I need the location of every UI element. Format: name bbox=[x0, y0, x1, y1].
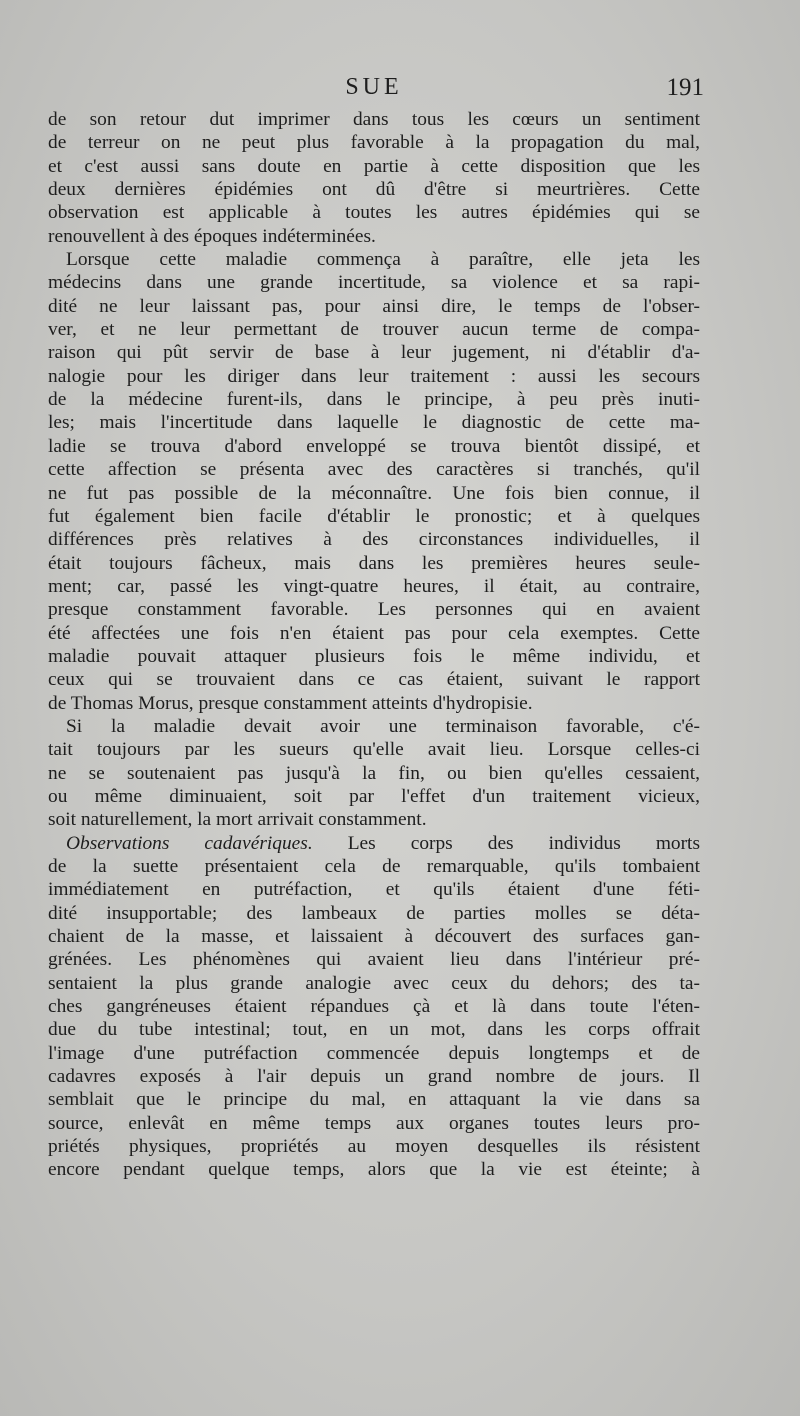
text-line: ne se soutenaient pas jusqu'à la fin, ou bien qu'elles cessaient, bbox=[48, 762, 700, 784]
text-line: fut également bien facile d'établir le pronostic; et à quelques bbox=[48, 505, 700, 527]
text-line: ver, et ne leur permettant de trouver aucun terme de compa- bbox=[48, 319, 700, 341]
text-line: ceux qui se trouvaient dans ce cas étaient, suivant le rapport bbox=[48, 669, 700, 691]
text-line: été affectées une fois n'en étaient pas pour cela exemptes. Cette bbox=[48, 622, 700, 644]
section-heading-line bbox=[48, 832, 700, 855]
text-line: ne fut pas possible de la méconnaître. Une fois bien connue, il bbox=[48, 482, 700, 504]
text-line: priétés physiques, propriétés au moyen desquelles ils résistent bbox=[48, 1136, 700, 1158]
text-line: les; mais l'incertitude dans laquelle le diagnostic de cette ma- bbox=[48, 412, 700, 434]
running-head bbox=[48, 74, 704, 106]
text-line: observation est applicable à toutes les autres épidémies qui se bbox=[48, 202, 700, 224]
page-number: 191 bbox=[666, 74, 704, 101]
text-line: l'image d'une putréfaction commencée depuis longtemps et de bbox=[48, 1042, 700, 1064]
text-line: maladie pouvait attaquer plusieurs fois le même individu, et bbox=[48, 645, 700, 667]
paragraph-start-line: Si la maladie devait avoir une terminaison favorable, c'é- bbox=[66, 715, 700, 737]
text-line: ment; car, passé les vingt-quatre heures, il était, au contraire, bbox=[48, 575, 700, 597]
text-line: deux dernières épidémies ont dû d'être si meurtrières. Cette bbox=[48, 179, 700, 201]
text-line: différences près relatives à des circonstances individuelles, il bbox=[48, 529, 700, 551]
running-title: SUE bbox=[345, 74, 403, 100]
text-line: renouvellent à des époques indéterminées. bbox=[48, 225, 376, 247]
text-line: source, enlevât en même temps aux organes toutes leurs pro- bbox=[48, 1112, 700, 1134]
text-line: chaient de la masse, et laissaient à découvert des surfaces gan- bbox=[48, 926, 700, 948]
text-line: de Thomas Morus, presque constamment atteints d'hydropisie. bbox=[48, 692, 533, 714]
text-line: tait toujours par les sueurs qu'elle avait lieu. Lorsque celles-ci bbox=[48, 739, 700, 761]
text-line: soit naturellement, la mort arrivait constamment. bbox=[48, 809, 427, 831]
text-line: de terreur on ne peut plus favorable à la propagation du mal, bbox=[48, 132, 700, 154]
text-line: de son retour dut imprimer dans tous les cœurs un sentiment bbox=[48, 109, 700, 130]
text-line: ou même diminuaient, soit par l'effet d'un traitement vicieux, bbox=[48, 785, 700, 807]
text-line: cadavres exposés à l'air depuis un grand nombre de jours. Il bbox=[48, 1066, 700, 1088]
text-line: nalogie pour les diriger dans leur traitement : aussi les secours bbox=[48, 365, 700, 387]
text-line: sentaient la plus grande analogie avec ceux du dehors; des ta- bbox=[48, 972, 700, 994]
text-line: dité insupportable; des lambeaux de parties molles se déta- bbox=[48, 902, 700, 924]
text-line: cette affection se présenta avec des caractères si tranchés, qu'il bbox=[48, 459, 700, 481]
body-text bbox=[48, 108, 700, 1182]
section-heading: Observations cadavériques. bbox=[66, 832, 313, 854]
text-line: ches gangréneuses étaient répandues çà et là dans toute l'éten- bbox=[48, 996, 700, 1018]
paragraph-start-line: Lorsque cette maladie commença à paraître, elle jeta les bbox=[66, 249, 700, 271]
text-line: et c'est aussi sans doute en partie à cette disposition que les bbox=[48, 155, 700, 177]
text-line: semblait que le principe du mal, en attaquant la vie dans sa bbox=[48, 1089, 700, 1111]
text-line: de la médecine furent-ils, dans le principe, à peu près inuti- bbox=[48, 389, 700, 411]
text-line: presque constamment favorable. Les personnes qui en avaient bbox=[48, 599, 700, 621]
section-heading-continuation: Les corps des individus morts bbox=[312, 832, 700, 854]
text-line: immédiatement en putréfaction, et qu'ils étaient d'une féti- bbox=[48, 879, 700, 901]
text-line: raison qui pût servir de base à leur jugement, ni d'établir d'a- bbox=[48, 342, 700, 364]
text-line: de la suette présentaient cela de remarquable, qu'ils tombaient bbox=[48, 856, 700, 877]
text-line: ladie se trouva d'abord enveloppé se trouva bientôt dissipé, et bbox=[48, 435, 700, 457]
text-line: encore pendant quelque temps, alors que la vie est éteinte; à bbox=[48, 1159, 700, 1181]
text-line: due du tube intestinal; tout, en un mot, dans les corps offrait bbox=[48, 1019, 700, 1041]
text-line: grénées. Les phénomènes qui avaient lieu dans l'intérieur pré- bbox=[48, 949, 700, 971]
text-line: était toujours fâcheux, mais dans les premières heures seule- bbox=[48, 552, 700, 574]
text-line: médecins dans une grande incertitude, sa violence et sa rapi- bbox=[48, 272, 700, 294]
text-line: dité ne leur laissant pas, pour ainsi dire, le temps de l'obser- bbox=[48, 295, 700, 317]
